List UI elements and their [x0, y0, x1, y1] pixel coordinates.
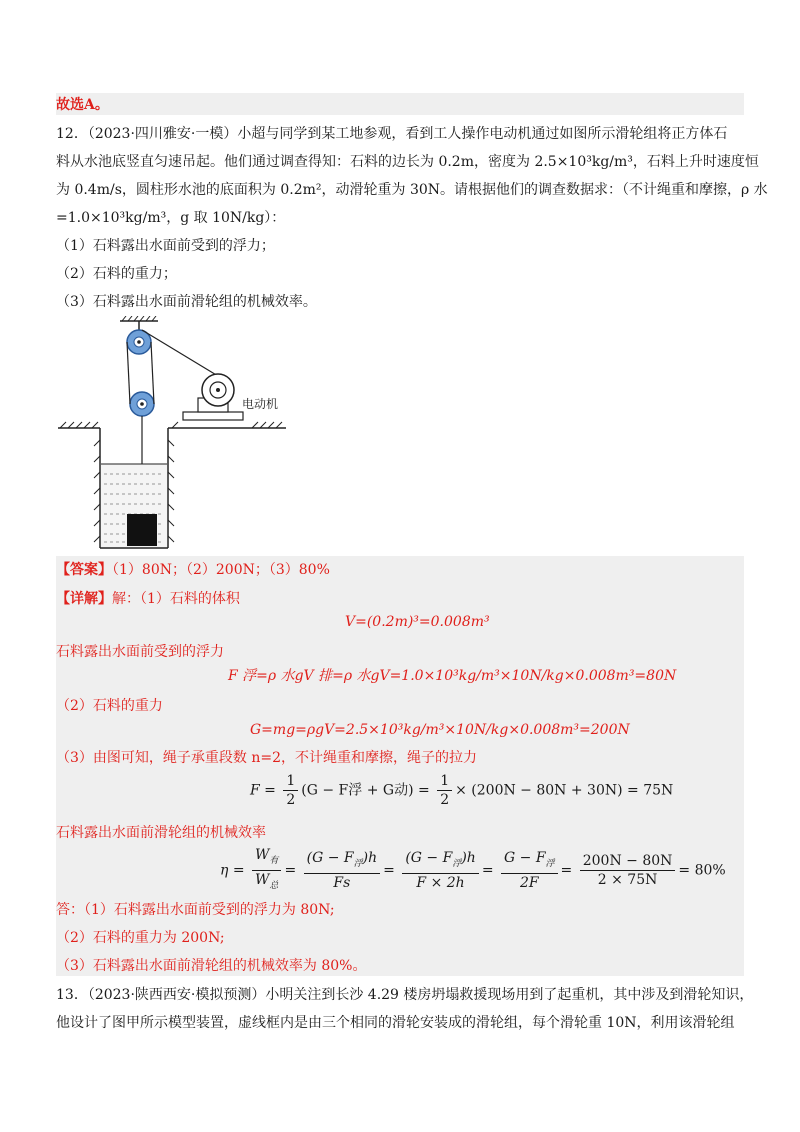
previous-answer-choice: 故选A。	[56, 97, 109, 113]
question-13-line-2: 他设计了图甲所示模型装置，虚线框内是由三个相同的滑轮安装成的滑轮组，每个滑轮重 10N，利用该滑轮组	[56, 1015, 735, 1031]
tension-lhs: F =	[250, 782, 276, 799]
buoyancy-label: 石料露出水面前受到的浮力	[56, 644, 224, 660]
detail-tag: 【详解】	[56, 591, 112, 607]
conclusion-2: （2）石料的重力为 200N;	[56, 930, 225, 946]
conclusion-3: （3）石料露出水面前滑轮组的机械效率为 80%。	[56, 958, 367, 974]
pulley-system-figure	[58, 316, 298, 552]
volume-formula: V=(0.2m)³=0.008m³	[345, 614, 490, 630]
question-number: 12．	[56, 126, 88, 142]
sub-question-1: （1）石料露出水面前受到的浮力；	[56, 238, 275, 254]
question-source: （2023·四川雅安·一模）	[87, 126, 238, 142]
detail-intro: 解：（1）石料的体积	[112, 591, 240, 607]
tension-mid: (G − F浮 + G动) =	[301, 782, 430, 799]
sub-question-2: （2）石料的重力；	[56, 266, 177, 282]
gravity-label: （2）石料的重力	[56, 698, 163, 714]
question-13-line-1: 13．（2023·陕西西安·模拟预测）小明关注到长沙 4.29 楼房坍塌救援现场用到了起重机，其中涉及到滑轮知识，	[56, 987, 754, 1003]
tension-label: （3）由图可知，绳子承重段数 n=2，不计绳重和摩擦，绳子的拉力	[56, 750, 478, 766]
detail-line	[56, 589, 746, 609]
question-12-line-4: =1.0×10³kg/m³，g 取 10N/kg）：	[56, 210, 286, 226]
question-12-line-2: 料从水池底竖直匀速吊起。他们通过调查得知：石料的边长为 0.2m，密度为 2.5×10³kg/m³，石料上升时速度恒	[56, 154, 759, 170]
answer-tag: 【答案】	[56, 562, 112, 578]
tension-rhs: × (200N − 80N + 30N) = 75N	[455, 782, 674, 799]
stone-block	[127, 514, 157, 546]
efficiency-result: = 80%	[678, 862, 726, 879]
question-12-line-3: 为 0.4m/s，圆柱形水池的底面积为 0.2m²，动滑轮重为 30N。请根据他们的调查数据求：（不计绳重和摩擦，ρ 水	[56, 182, 768, 198]
sub-question-3: （3）石料露出水面前滑轮组的机械效率。	[56, 294, 317, 310]
efficiency-label: 石料露出水面前滑轮组的机械效率	[56, 825, 266, 841]
gravity-formula: G=mg=ρgV=2.5×10³kg/m³×10N/kg×0.008m³=200N	[250, 722, 630, 738]
tension-formula: F = $\frac{1}{2}$ (G − F浮 + G动) = $\frac{1}{2}$ × (200N − 80N + 30N) = 75N	[250, 773, 674, 808]
buoyancy-formula: F 浮=ρ 水gV 排=ρ 水gV=1.0×10³kg/m³×10N/kg×0.008m³=80N	[228, 668, 677, 684]
answer-text: （1）80N；（2）200N；（3）80%	[112, 562, 330, 578]
answer-line	[56, 560, 746, 580]
question-text-1: 小超与同学到某工地参观，看到工人操作电动机通过如图所示滑轮组将正方体石	[237, 126, 728, 142]
motor-label: 电动机	[242, 397, 279, 411]
conclusion-1: 答：（1）石料露出水面前受到的浮力为 80N;	[56, 902, 335, 918]
question-12-line-1	[56, 124, 746, 144]
efficiency-formula: η = $\frac{W_有}{W_总}$ = $\frac{(G - F_浮)h}{Fs}$ = $\frac{(G - F_浮)h}{F \times 2h}$ = $\frac{G - F_浮}{2F}$ = $\frac{200N - 80N}{2 \times 75N}$ = 80%	[220, 847, 726, 891]
